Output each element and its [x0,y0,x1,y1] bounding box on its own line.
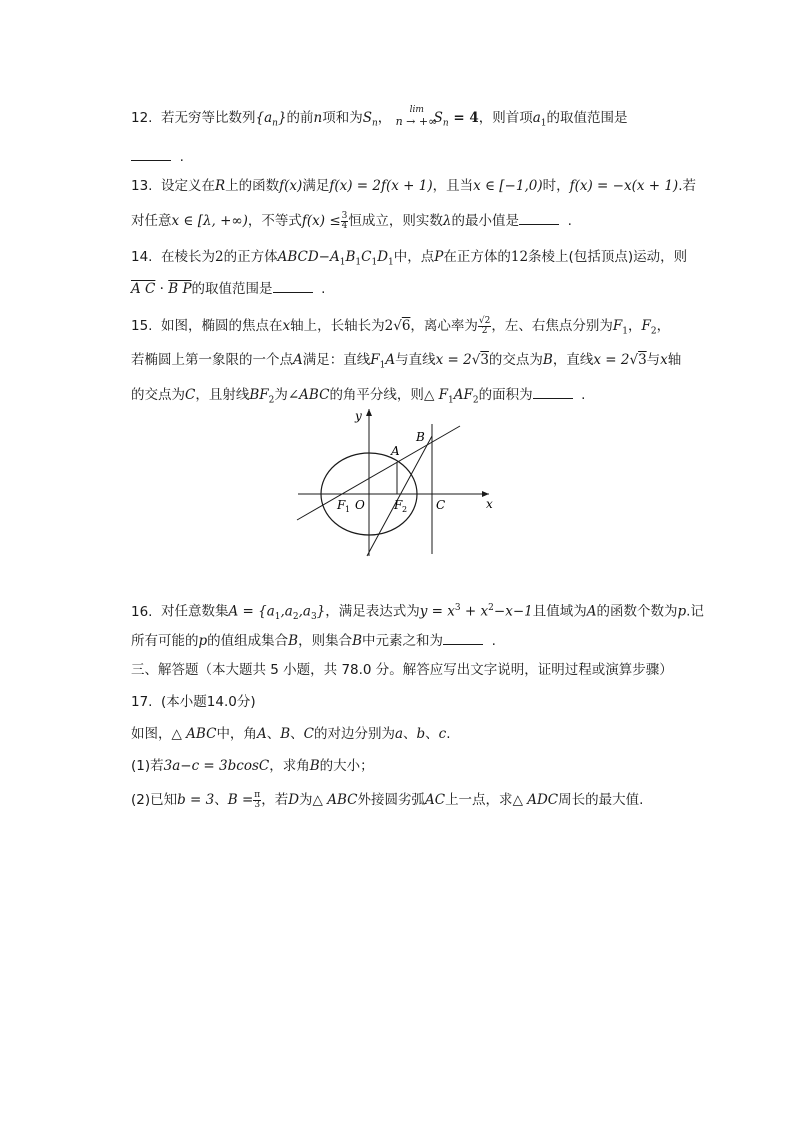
text-fragment: 2 [268,395,275,406]
text-fragment: D [377,249,389,265]
q13-line1 [131,176,696,196]
text-fragment: ，不等式 [247,213,302,229]
text-fragment: lim [409,105,424,115]
text-fragment: . [567,213,572,229]
text-fragment: △ F [423,387,448,403]
q15-number: 15. [131,318,153,334]
text-fragment: ，且射线 [195,387,250,403]
text-fragment: 的交点为 [131,387,185,403]
point-b-label: B [416,430,425,444]
text-fragment: n [313,110,323,126]
text-fragment: 与 [646,352,661,368]
text-fragment: F [612,318,623,334]
text-fragment: C [185,387,196,403]
text-fragment: S [362,110,372,126]
text-fragment: R [215,178,226,194]
limit-expression [395,105,438,128]
q16-number: 16. [131,603,153,620]
text-fragment: ，若 [261,792,289,808]
text-fragment: ，左、右焦点分别为 [491,318,613,334]
text-fragment: 1 [339,257,346,268]
text-fragment: ,a [280,603,293,620]
q14-number: 14. [131,249,153,265]
text-fragment: B = [227,792,254,808]
x-label: x [486,497,493,511]
f2-label: F [394,498,403,512]
text-fragment: x ∈ [−1,0) [473,178,543,194]
pi-over-three [253,791,261,810]
text-fragment: 12 [510,249,529,265]
text-fragment: n [272,118,278,129]
text-fragment: 1 [355,257,362,268]
text-fragment: ， [656,318,671,334]
text-fragment: . [321,281,326,297]
text-fragment: n → +∞ [395,115,438,128]
text-fragment: 1 [274,612,281,623]
text-fragment: 上一点，求 [445,792,513,808]
f1-subscript: 1 [345,505,351,514]
text-fragment: S [433,110,443,126]
text-fragment: A [586,603,597,620]
vector-ac: A C [131,281,156,297]
text-fragment: ，离心率为 [410,318,478,334]
text-fragment: . [581,387,586,403]
text-fragment: 外接圆劣弧 [357,792,425,808]
q17-header [131,692,256,712]
text-fragment: ，则首项 [478,110,533,126]
text-fragment: 6 [401,318,411,334]
text-fragment: 3 [254,799,261,810]
text-fragment: 的取值范围是 [191,281,273,297]
text-fragment: x = 2 [435,352,472,368]
text-fragment: 设定义在 [161,178,215,194]
text-fragment: λ [442,213,452,229]
text-fragment: f(x) ≤ [301,213,341,229]
answer-blank[interactable] [131,146,171,161]
q14-line2 [131,278,325,299]
text-fragment: b = 3 [177,792,215,808]
text-fragment: ,a [298,603,311,620]
answer-blank[interactable] [443,630,483,645]
text-fragment: 2 [384,318,394,334]
text-fragment: y = x [419,603,455,620]
text-fragment: 中，角 [216,726,257,742]
text-fragment: ， [377,110,392,126]
text-fragment: 恒成立，则实数 [348,213,443,229]
section-heading [131,660,673,680]
text-fragment: c [438,726,447,742]
text-fragment: . [491,633,496,649]
text-fragment: ABCD−A [277,249,340,265]
text-fragment: C [361,249,372,265]
text-fragment: A [256,726,267,742]
text-fragment: △ ADC [512,792,559,808]
text-fragment: 所有可能的 [131,633,199,649]
text-fragment: 2 [292,612,299,623]
text-fragment: 与直线 [395,352,436,368]
text-fragment: 若椭圆上第一象限的一个点 [131,352,293,368]
text-fragment: F [641,318,651,334]
text-fragment: 若无穷等比数列 [161,110,256,126]
q17-number: 17. [131,694,153,710]
text-fragment: B [288,633,299,649]
text-fragment: 对任意 [131,213,172,229]
q12-line2 [131,146,184,167]
text-fragment: b [416,726,426,742]
text-fragment: 3 [454,603,461,613]
text-fragment: 的面积为 [478,387,533,403]
q12-number: 12. [131,110,153,126]
text-fragment: 1 [622,326,628,337]
text-fragment: B [309,758,320,774]
text-fragment: a [394,726,404,742]
text-fragment: } [277,110,287,126]
text-fragment: √2 [478,315,491,326]
text-fragment: 如图， [131,726,172,742]
q17-part2 [131,790,643,810]
text-fragment: 的函数个数为 [596,603,678,620]
text-fragment: p [677,603,687,620]
text-fragment: n [442,118,449,129]
text-fragment: 3 [638,352,647,368]
text-fragment: a [532,110,541,126]
text-fragment: (2)已知 [131,792,178,808]
text-fragment: 、 [290,726,304,742]
q16-line1 [131,598,704,627]
text-fragment: ∠ABC [287,387,330,403]
text-fragment: ，则集合 [298,633,353,649]
text-fragment: 且值域为 [532,603,587,620]
text-fragment: 、 [214,792,228,808]
q17-part1 [131,756,374,776]
text-fragment: = 4 [448,110,479,126]
text-fragment: △ ABC [171,726,217,742]
text-fragment: AF [453,387,473,403]
text-fragment: 满足 [302,178,330,194]
f2-subscript: 2 [402,505,408,514]
text-fragment: 的角平分线，则 [329,387,424,403]
origin-label: O [355,498,365,512]
answer-blank[interactable] [519,210,559,225]
text-fragment: 2 [215,249,224,265]
text-fragment: 2 [488,603,494,613]
text-fragment: · [155,281,169,297]
text-fragment: D [288,792,300,808]
text-fragment: ，求角 [269,758,310,774]
text-fragment: x = 2 [593,352,630,368]
math-symbol: √ [471,352,481,368]
q15-line2 [131,350,681,376]
ellipse-figure [293,404,493,559]
text-fragment: 条棱上(包括顶点)运动，则 [528,249,688,265]
text-fragment: ， [628,318,642,334]
text-fragment: 轴上，长轴长为 [290,318,385,334]
text-fragment: 为 [299,792,313,808]
q12-line1 [131,105,628,134]
q13-line2 [131,210,572,231]
text-fragment: 3 [480,352,489,368]
text-fragment: 4 [341,220,348,231]
text-fragment: 周长的最大值. [558,792,644,808]
f1-label: F [337,498,346,512]
text-fragment: 、 [403,726,417,742]
text-fragment: 中元素之和为 [362,633,443,649]
text-fragment: 1 [371,257,378,268]
text-fragment: 中，点 [393,249,435,265]
text-fragment: 三、解答题（本大题共 5 小题，共 78.0 分。解答应写出文字说明，证明过程或演算步骤） [131,662,673,678]
text-fragment: 2 [650,326,657,337]
text-fragment: 1 [379,360,386,371]
text-fragment: (1)若 [131,758,164,774]
text-fragment: p [198,633,208,649]
text-fragment: 上的函数 [225,178,280,194]
text-fragment: 3a−c = 3bcosC [163,758,270,774]
text-fragment: f(x) = 2f(x + 1) [329,178,433,194]
text-fragment: 、 [266,726,281,742]
text-fragment: 在棱长为 [161,249,215,265]
text-fragment: BF [249,387,269,403]
text-fragment: A = {a [228,603,275,620]
text-fragment: x ∈ [λ, +∞) [171,213,248,229]
text-fragment: (本小题14.0分) [161,694,256,710]
answer-blank[interactable] [533,384,573,399]
text-fragment: 满足：直线 [302,352,371,368]
q16-line2 [131,630,496,651]
text-fragment: . [446,726,451,742]
text-fragment: 的前 [286,110,314,126]
text-fragment: 的正方体 [223,249,278,265]
math-symbol: √ [629,352,639,368]
text-fragment: 如图，椭圆的焦点在 [161,318,283,334]
text-fragment: 1 [540,118,547,129]
text-fragment: .若 [678,178,696,194]
text-fragment: 轴 [667,352,682,368]
q14-line1 [131,247,687,273]
text-fragment: P [434,249,444,265]
text-fragment: x [282,318,291,334]
text-fragment: ，满足表达式为 [325,603,420,620]
text-fragment: A [385,352,396,368]
sqrt-symbol: √ [393,318,402,334]
q17-intro [131,724,451,744]
text-fragment: AC [424,792,446,808]
vector-bp: B P [168,281,192,297]
text-fragment: f(x) [279,178,303,194]
text-fragment: A [293,352,303,368]
answer-blank[interactable] [273,278,313,293]
text-fragment: 时， [542,178,570,194]
text-fragment: .记 [686,603,704,620]
text-fragment: 对任意数集 [161,603,229,620]
text-fragment: B [542,352,553,368]
text-fragment: F [370,352,380,368]
text-fragment: x [660,352,668,368]
text-fragment: 3 [310,612,317,623]
text-fragment: 项和为 [322,110,363,126]
text-fragment: 1 [447,395,454,406]
text-fragment: B [280,726,291,742]
text-fragment: B [352,633,362,649]
text-fragment: 的对边分别为 [313,726,395,742]
text-fragment: 的最小值是 [451,213,519,229]
text-fragment: 的值组成集合 [207,633,289,649]
text-fragment: 在正方体的 [443,249,511,265]
text-fragment: 2 [481,325,488,336]
text-fragment: f(x) = −x(x + 1) [569,178,679,194]
text-fragment: 的大小； [319,758,374,774]
text-fragment: 、 [425,726,439,742]
eccentricity-fraction [478,317,491,336]
text-fragment: B [345,249,356,265]
text-fragment: −x−1 [493,603,533,620]
text-fragment: 3 [341,210,348,221]
text-fragment: . [179,149,184,165]
point-c-label: C [436,498,446,512]
text-fragment: π [254,789,261,800]
text-fragment: 1 [388,257,394,268]
text-fragment: △ ABC [312,792,358,808]
text-fragment: ，且当 [432,178,474,194]
text-fragment: {a [255,110,273,126]
text-fragment: 2 [472,395,479,406]
text-fragment: + x [460,603,489,620]
text-fragment: n [371,118,378,129]
text-fragment: C [303,726,314,742]
text-fragment: 为 [274,387,288,403]
text-fragment: ，直线 [552,352,594,368]
text-fragment: 的取值范围是 [546,110,628,126]
point-a-label: A [391,444,400,458]
q13-number: 13. [131,178,153,194]
text-fragment: 的交点为 [488,352,543,368]
q15-line1 [131,316,670,342]
text-fragment: } [316,603,326,620]
y-label: y [355,409,362,423]
